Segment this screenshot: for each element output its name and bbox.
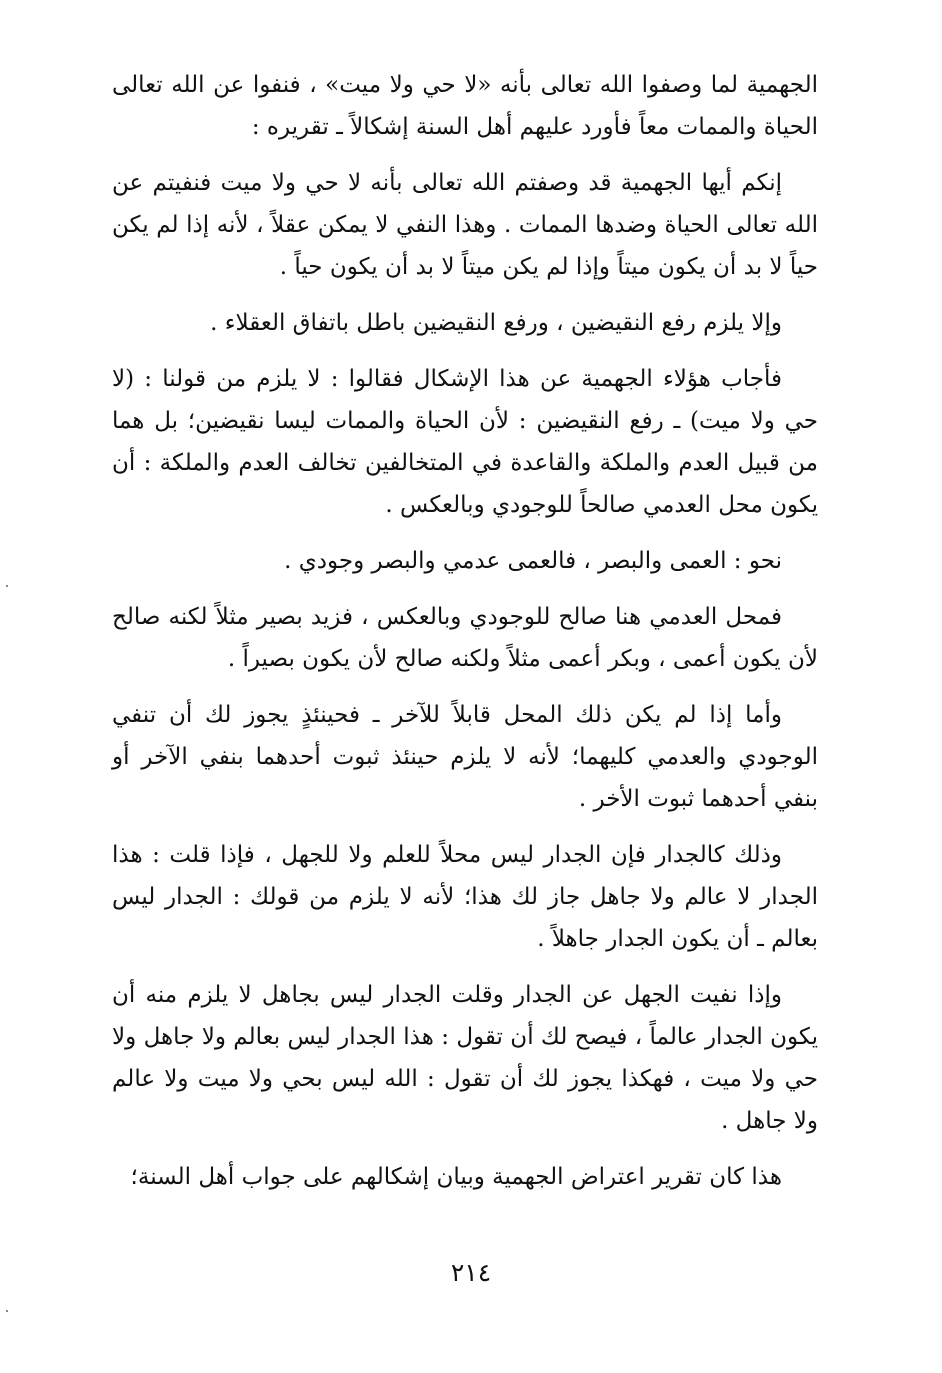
paragraph-1: الجهمية لما وصفوا الله تعالى بأنه «لا حي ولا ميت» ، فنفوا عن الله تعالى الحياة والممات معاً فأورد عليهم أهل السنة إشكالاً ـ تقريره : [112, 72, 818, 140]
paragraph-2: إنكم أيها الجهمية قد وصفتم الله تعالى بأنه لا حي ولا ميت فنفيتم عن الله تعالى الحياة وضدها الممات . وهذا النفي لا يمكن عقلاً ، لأنه إذا لم يكن حياً لا بد أن يكون ميتاً وإذا لم يكن ميتاً لا بد أن يكون حياً . [112, 170, 818, 280]
paragraph-9: وإذا نفيت الجهل عن الجدار وقلت الجدار ليس بجاهل لا يلزم منه أن يكون الجدار عالماً ، فيصح لك أن تقول : هذا الجدار ليس بعالم ولا جاهل ولا حي ولا ميت ، فهكذا يجوز لك أن تقول : الله ليس بحي ولا ميت ولا عالم ولا جاهل . [112, 982, 818, 1134]
paragraph-10: هذا كان تقرير اعتراض الجهمية وبيان إشكالهم على جواب أهل السنة؛ [130, 1164, 782, 1190]
scan-speck [6, 585, 8, 587]
scan-speck [6, 1310, 8, 1312]
paragraph-5: نحو : العمى والبصر ، فالعمى عدمي والبصر وجودي . [284, 548, 782, 574]
paragraph-8: وذلك كالجدار فإن الجدار ليس محلاً للعلم ولا للجهل ، فإذا قلت : هذا الجدار لا عالم ولا جاهل جاز لك هذا؛ لأنه لا يلزم من قولك : الجدار ليس بعالم ـ أن يكون الجدار جاهلاً . [112, 842, 818, 952]
paragraph-4: فأجاب هؤلاء الجهمية عن هذا الإشكال فقالوا : لا يلزم من قولنا : (لا حي ولا ميت) ـ رفع النقيضين : لأن الحياة والممات ليسا نقيضين؛ بل هما من قبيل العدم والملكة والقاعدة في المتخالفين تخالف العدم والملكة : أن يكون محل العدمي صالحاً للوجودي وبالعكس . [112, 366, 818, 518]
page-number: ٢١٤ [450, 1258, 492, 1287]
paragraph-3: وإلا يلزم رفع النقيضين ، ورفع النقيضين باطل باتفاق العقلاء . [210, 310, 782, 336]
body-text [112, 64, 818, 1212]
paragraph-7: وأما إذا لم يكن ذلك المحل قابلاً للآخر ـ فحينئذٍ يجوز لك أن تنفي الوجودي والعدمي كليهما؛ لأنه لا يلزم حينئذ ثبوت أحدهما بنفي الآخر أو بنفي أحدهما ثبوت الأخر . [112, 702, 818, 812]
paragraph-6: فمحل العدمي هنا صالح للوجودي وبالعكس ، فزيد بصير مثلاً لكنه صالح لأن يكون أعمى ، وبكر أعمى مثلاً ولكنه صالح لأن يكون بصيراً . [112, 604, 818, 672]
